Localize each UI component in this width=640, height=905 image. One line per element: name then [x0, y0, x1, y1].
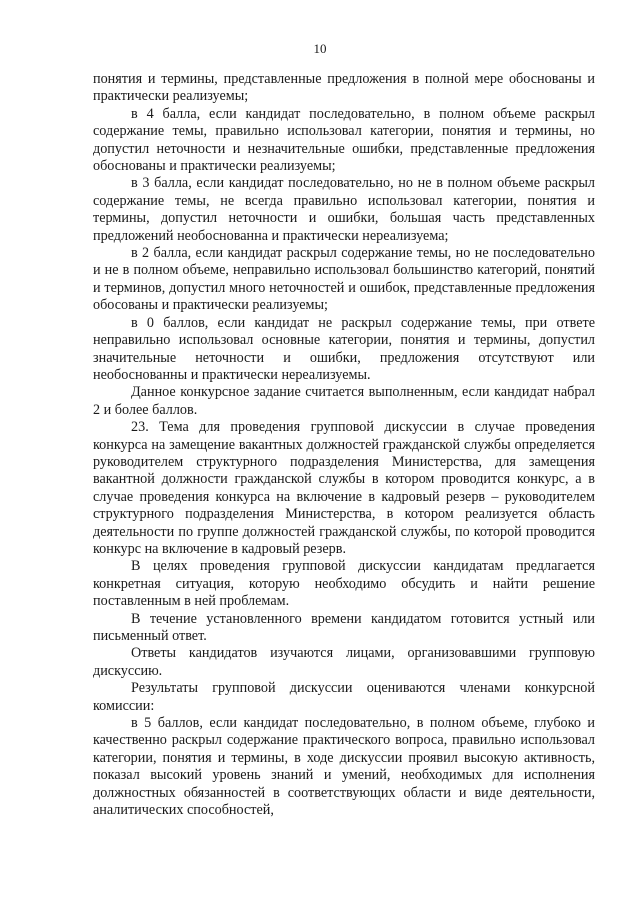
paragraph: в 3 балла, если кандидат последовательно, но не в полном объеме раскрыл содержание темы, не всегда правильно использовал категории, понятия и термины, допустил неточности и ошибки, большая часть представленных предложений необоснованна и практически нереализуема;	[93, 175, 595, 244]
document-body	[93, 71, 595, 819]
paragraph: понятия и термины, представленные предложения в полной мере обоснованы и практически реализуемы;	[93, 71, 595, 105]
paragraph: в 4 балла, если кандидат последовательно, в полном объеме раскрыл содержание темы, правильно использовал категории, понятия и термины, но допустил неточности и незначительные ошибки, представленные предложения обоснованы и практически реализуемы;	[93, 105, 595, 175]
paragraph: Результаты групповой дискуссии оцениваются членами конкурсной комиссии:	[93, 680, 595, 714]
paragraph: Ответы кандидатов изучаются лицами, организовавшими групповую дискуссию.	[93, 645, 595, 679]
paragraph: в 5 баллов, если кандидат последовательно, в полном объеме, глубоко и качественно раскрыл содержание практического вопроса, правильно использовал категории, понятия и термины, в ходе дискуссии проявил высокую активность, показал высокий уровень знаний и умений, необходимых для исполнения должностных обязанностей в соответствующих области и виде деятельности, аналитических способностей,	[93, 715, 595, 819]
paragraph: 23. Тема для проведения групповой дискуссии в случае проведения конкурса на замещение вакантных должностей гражданской службы определяется руководителем структурного подразделения Министерства, для замещения вакантной должности гражданской службы в котором проводится конкурс, а в случае проведения конкурса на включение в кадровый резерв – руководителем структурного подразделения Министерства, в котором реализуется область деятельности по группе должностей гражданской службы, по которой проводится конкурс на включение в кадровый резерв.	[93, 419, 595, 557]
page-number: 10	[313, 41, 327, 56]
paragraph: В целях проведения групповой дискуссии кандидатам предлагается конкретная ситуация, которую необходимо обсудить и найти решение поставленным в ней проблемам.	[93, 558, 595, 610]
paragraph: в 0 баллов, если кандидат не раскрыл содержание темы, при ответе неправильно использовал основные категории, понятия и термины, допустил значительные неточности и ошибки, предложения отсутствуют или необоснованны и практически нереализуемы.	[93, 314, 595, 383]
paragraph: в 2 балла, если кандидат раскрыл содержание темы, но не последовательно и не в полном объеме, неправильно использовал большинство категорий, понятий и терминов, допустил много неточностей и ошибок, представленные предложения обосованы и практически реализуемы;	[93, 245, 595, 314]
paragraph: Данное конкурсное задание считается выполненным, если кандидат набрал 2 и более баллов.	[93, 384, 595, 418]
paragraph: В течение установленного времени кандидатом готовится устный или письменный ответ.	[93, 610, 595, 644]
